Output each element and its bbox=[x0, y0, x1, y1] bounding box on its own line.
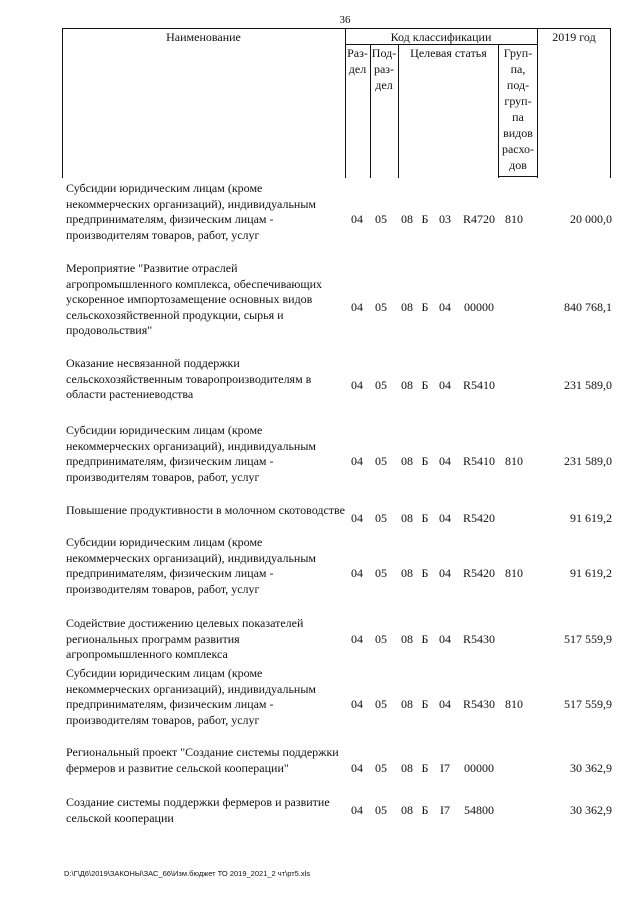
header-year: 2019 год bbox=[552, 30, 596, 44]
row-target-2: Б bbox=[421, 632, 429, 646]
row-podrazdel: 05 bbox=[375, 212, 387, 226]
row-target-4: R5420 bbox=[462, 511, 495, 525]
row-podrazdel: 05 bbox=[375, 511, 387, 525]
row-target-3: 04 bbox=[439, 632, 451, 646]
row-name: Оказание несвязанной поддержки сельскохозяйственным товаропроизводителям в области растениеводства bbox=[66, 356, 312, 402]
row-target-3: 04 bbox=[439, 566, 451, 580]
row-target-1: 08 bbox=[401, 566, 413, 580]
row-target-2: Б bbox=[421, 212, 429, 226]
row-group: 810 bbox=[505, 697, 523, 711]
row-name: Мероприятие "Развитие отраслей агропромышленного комплекса, обеспечивающих ускоренное импортозамещение основных видов сельскохозяйственной продукции, сырья и продовольствия" bbox=[66, 261, 323, 338]
row-target-1: 08 bbox=[401, 761, 413, 775]
row-target-1: 08 bbox=[401, 697, 413, 711]
row-amount: 91 619,2 bbox=[570, 511, 612, 525]
row-target-2: Б bbox=[421, 300, 429, 314]
row-amount: 231 589,0 bbox=[564, 378, 612, 392]
row-target-2: Б bbox=[421, 454, 429, 468]
row-razdel: 04 bbox=[351, 300, 363, 314]
row-amount: 517 559,9 bbox=[564, 697, 612, 711]
row-group: 810 bbox=[505, 566, 523, 580]
row-group: 810 bbox=[505, 454, 523, 468]
row-target-2: Б bbox=[421, 511, 429, 525]
table-header bbox=[62, 28, 611, 178]
header-name: Наименование bbox=[166, 30, 241, 44]
row-name: Региональный проект "Создание системы поддержки фермеров и развитие сельской кооперации" bbox=[66, 745, 339, 775]
row-target-4: R5410 bbox=[462, 454, 495, 468]
row-target-3: I7 bbox=[440, 761, 450, 775]
row-razdel: 04 bbox=[351, 454, 363, 468]
row-target-4: R5430 bbox=[462, 697, 495, 711]
row-name: Субсидии юридическим лицам (кроме некоммерческих организаций), индивидуальным предпринимателям, физическим лицам - производителям товаров, работ, услуг bbox=[66, 181, 316, 242]
row-name: Создание системы поддержки фермеров и развитие сельской кооперации bbox=[66, 795, 330, 825]
row-target-2: Б bbox=[421, 803, 429, 817]
row-target-3: 04 bbox=[439, 511, 451, 525]
row-podrazdel: 05 bbox=[375, 803, 387, 817]
row-podrazdel: 05 bbox=[375, 632, 387, 646]
row-target-4: R4720 bbox=[462, 212, 495, 226]
row-target-1: 08 bbox=[401, 803, 413, 817]
row-target-2: Б bbox=[421, 761, 429, 775]
row-name: Содействие достижению целевых показателей региональных программ развития агропромышленного комплекса bbox=[66, 616, 304, 662]
row-name: Субсидии юридическим лицам (кроме некоммерческих организаций), индивидуальным предпринимателям, физическим лицам - производителям товаров, работ, услуг bbox=[66, 666, 316, 727]
row-amount: 840 768,1 bbox=[564, 300, 612, 314]
row-razdel: 04 bbox=[351, 511, 363, 525]
row-podrazdel: 05 bbox=[375, 697, 387, 711]
row-podrazdel: 05 bbox=[375, 566, 387, 580]
header-group: Груп- па, под- груп- па видов расхо- дов bbox=[501, 46, 535, 172]
row-podrazdel: 05 bbox=[375, 378, 387, 392]
row-razdel: 04 bbox=[351, 697, 363, 711]
row-target-2: Б bbox=[421, 697, 429, 711]
row-amount: 517 559,9 bbox=[564, 632, 612, 646]
row-target-4: R5410 bbox=[462, 378, 495, 392]
row-amount: 30 362,9 bbox=[570, 803, 612, 817]
row-razdel: 04 bbox=[351, 632, 363, 646]
row-podrazdel: 05 bbox=[375, 300, 387, 314]
row-target-1: 08 bbox=[401, 632, 413, 646]
header-target: Целевая статья bbox=[410, 46, 487, 60]
row-target-3: 04 bbox=[439, 378, 451, 392]
row-target-4: 54800 bbox=[464, 803, 494, 817]
row-target-4: 00000 bbox=[464, 300, 494, 314]
row-razdel: 04 bbox=[351, 566, 363, 580]
row-target-2: Б bbox=[421, 566, 429, 580]
row-name: Субсидии юридическим лицам (кроме некоммерческих организаций), индивидуальным предпринимателям, физическим лицам - производителям товаров, работ, услуг bbox=[66, 423, 316, 484]
row-amount: 30 362,9 bbox=[570, 761, 612, 775]
row-amount: 20 000,0 bbox=[570, 212, 612, 226]
row-target-1: 08 bbox=[401, 454, 413, 468]
row-target-2: Б bbox=[421, 378, 429, 392]
row-amount: 91 619,2 bbox=[570, 566, 612, 580]
row-target-3: I7 bbox=[440, 803, 450, 817]
row-target-1: 08 bbox=[401, 300, 413, 314]
row-name: Субсидии юридическим лицам (кроме некоммерческих организаций), индивидуальным предпринимателям, физическим лицам - производителям товаров, работ, услуг bbox=[66, 535, 316, 596]
row-target-3: 04 bbox=[439, 697, 451, 711]
row-podrazdel: 05 bbox=[375, 454, 387, 468]
row-podrazdel: 05 bbox=[375, 761, 387, 775]
row-razdel: 04 bbox=[351, 378, 363, 392]
row-target-4: R5430 bbox=[462, 632, 495, 646]
row-target-3: 03 bbox=[439, 212, 451, 226]
row-razdel: 04 bbox=[351, 761, 363, 775]
header-razdel: Раз- дел bbox=[347, 46, 368, 76]
row-target-4: R5420 bbox=[462, 566, 495, 580]
row-target-3: 04 bbox=[439, 454, 451, 468]
header-podrazdel: Под- раз- дел bbox=[371, 46, 397, 92]
row-target-1: 08 bbox=[401, 378, 413, 392]
row-group: 810 bbox=[505, 212, 523, 226]
row-amount: 231 589,0 bbox=[564, 454, 612, 468]
row-target-4: 00000 bbox=[464, 761, 494, 775]
row-razdel: 04 bbox=[351, 212, 363, 226]
file-path-footer: D:\Г\Д6\2019\ЗАКОНЫ\ЗАС_66\Изм.бюджет ТО 2019_2021_2 чт\рт5.xls bbox=[64, 869, 311, 878]
page-number: 36 bbox=[339, 14, 351, 26]
row-target-3: 04 bbox=[439, 300, 451, 314]
header-code-group: Код классификации bbox=[390, 30, 492, 44]
row-target-1: 08 bbox=[401, 212, 413, 226]
row-name: Повышение продуктивности в молочном скотоводстве bbox=[66, 503, 345, 517]
row-razdel: 04 bbox=[351, 803, 363, 817]
row-target-1: 08 bbox=[401, 511, 413, 525]
